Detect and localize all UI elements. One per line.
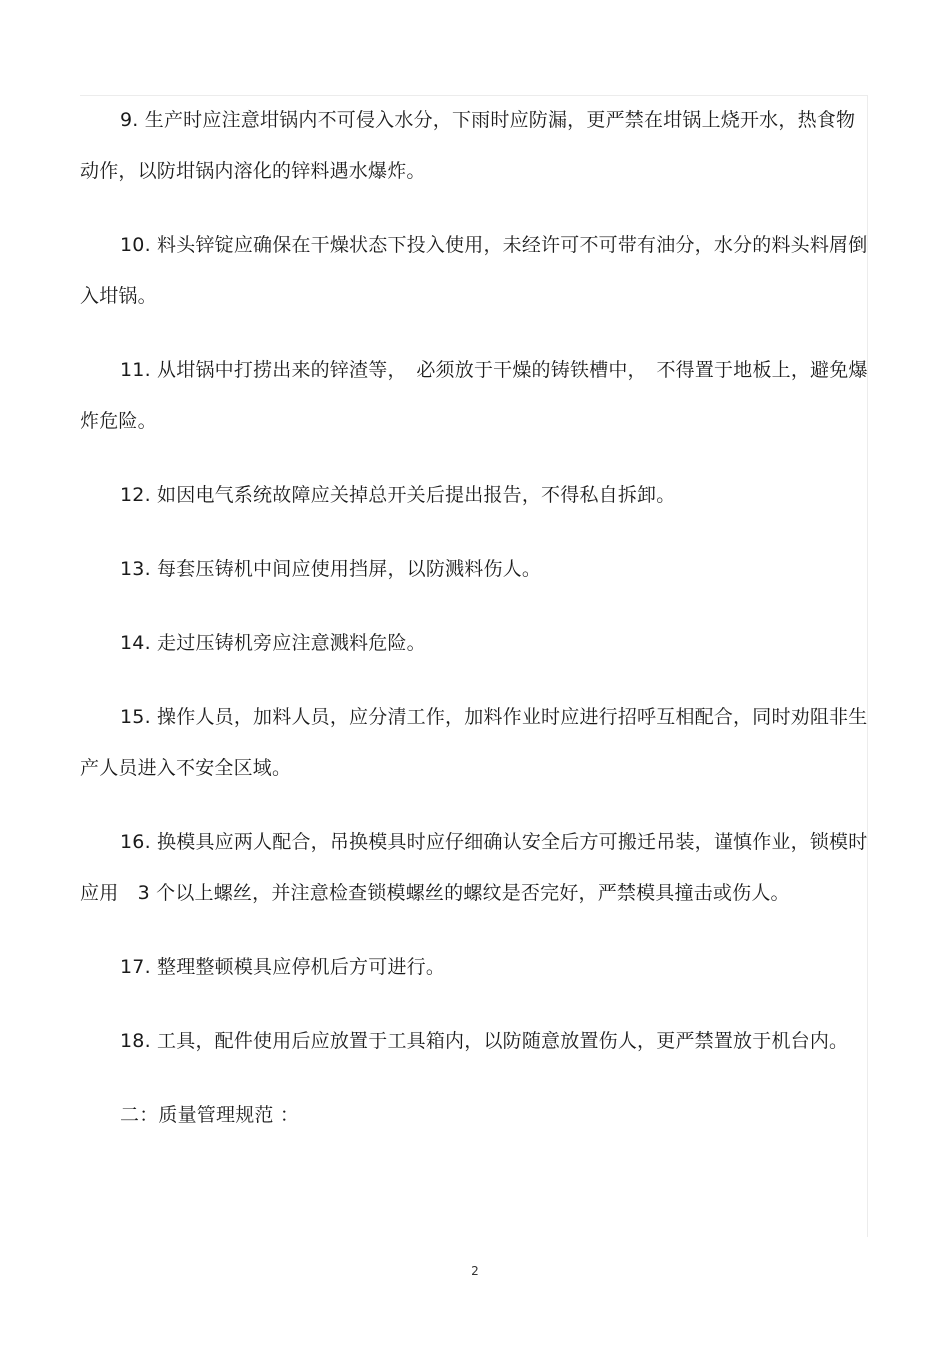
paragraph-16: 16. 换模具应两人配合，吊换模具时应仔细确认安全后方可搬迁吊装，谨慎作业，锁模时应用 3 个以上螺丝，并注意检查锁模螺丝的螺纹是否完好，严禁模具撞击或伤人。: [80, 831, 868, 904]
paragraph-15: 15. 操作人员，加料人员，应分清工作，加料作业时应进行招呼互相配合，同时劝阻非生产人员进入不安全区域。: [80, 706, 868, 779]
document-body: [80, 95, 870, 1164]
paragraph-14: 14. 走过压铸机旁应注意溅料危险。: [120, 632, 426, 654]
paragraph-13: 13. 每套压铸机中间应使用挡屏，以防溅料伤人。: [120, 558, 542, 580]
paragraph-9: 9. 生产时应注意坩锅内不可侵入水分，下雨时应防漏，更严禁在坩锅上烧开水，热食物动作，以防坩锅内溶化的锌料遇水爆炸。: [80, 109, 856, 182]
paragraph-18: 18. 工具，配件使用后应放置于工具箱内，以防随意放置伤人，更严禁置放于机台内。: [120, 1030, 849, 1052]
paragraph-17: 17. 整理整顿模具应停机后方可进行。: [120, 956, 446, 978]
paragraph-10: 10. 料头锌锭应确保在干燥状态下投入使用，未经许可不可带有油分，水分的料头料屑倒入坩锅。: [80, 234, 868, 307]
section-heading-quality: 二：质量管理规范 ：: [120, 1104, 300, 1126]
page-number: 2: [471, 1264, 479, 1278]
paragraph-11: 11. 从坩锅中打捞出来的锌渣等， 必须放于干燥的铸铁槽中， 不得置于地板上，避免爆炸危险。: [80, 359, 868, 432]
paragraph-12: 12. 如因电气系统故障应关掉总开关后提出报告，不得私自拆卸。: [120, 484, 676, 506]
